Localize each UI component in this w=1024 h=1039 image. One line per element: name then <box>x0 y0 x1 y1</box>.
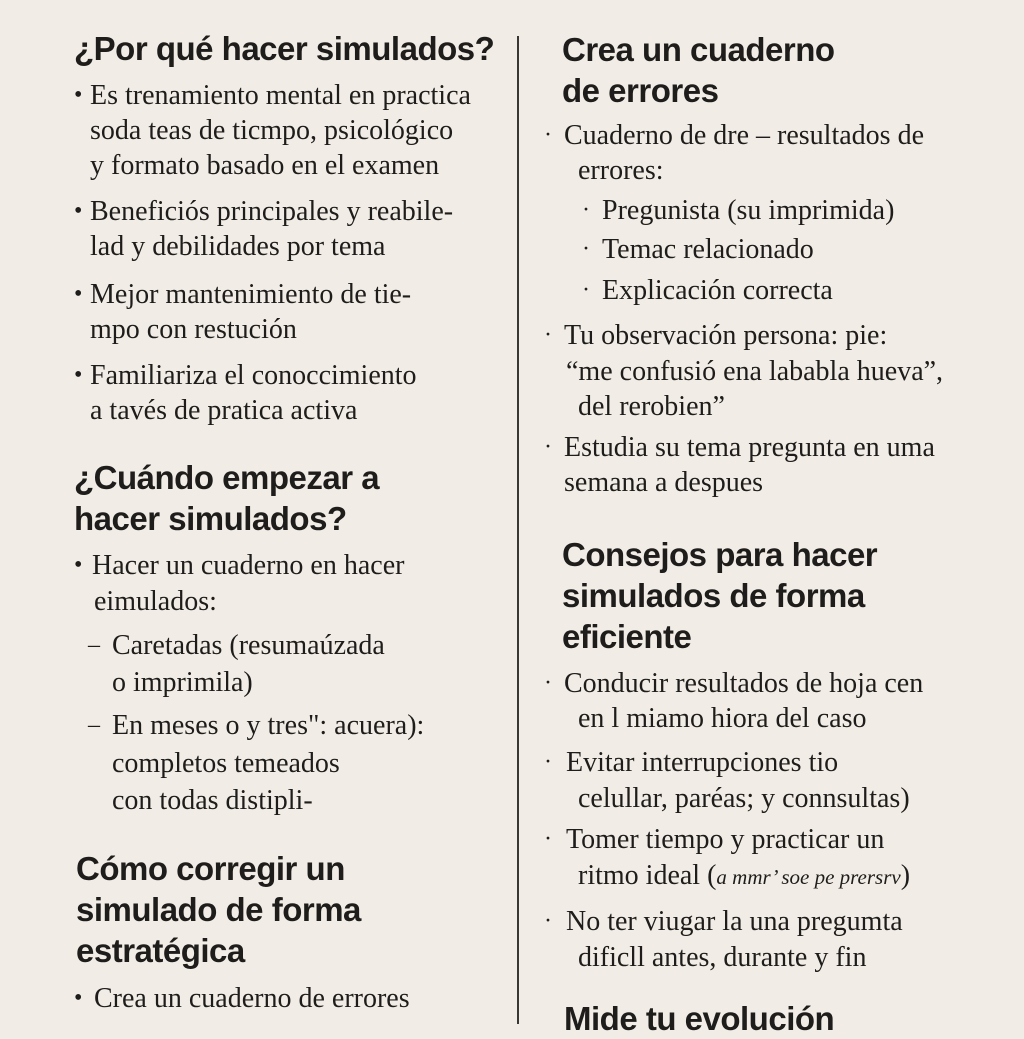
heading-how-correct: estratégica <box>76 932 245 969</box>
bullet-marker: · <box>544 826 552 852</box>
heading-when-start: hacer simulados? <box>74 500 347 537</box>
bullet-text: eimulados: <box>94 586 217 617</box>
bullet-text: lad y debilidades por tema <box>90 231 386 262</box>
bullet-marker: • <box>74 82 83 108</box>
sub-bullet-text: Explicación correcta <box>602 275 833 306</box>
bullet-text: Beneficiós principales y reabile- <box>90 196 454 227</box>
bullet-marker: · <box>544 670 552 696</box>
bullet-text: Es trenamiento mental en practica <box>90 80 471 111</box>
bullet-text: soda teas de ticmpo, psicológico <box>90 115 454 146</box>
heading-when-start: ¿Cuándo empezar a <box>74 459 380 496</box>
heading-why-simulations: ¿Por qué hacer simulados? <box>74 30 495 67</box>
bullet-text: Conducir resultados de hoja cen <box>564 668 924 699</box>
sub-bullet-marker: · <box>582 197 590 223</box>
garbled-small-text: a mmr’ soe pe prersrv <box>716 865 901 889</box>
bullet-text-part: ritmo ideal ( <box>578 860 717 891</box>
bullet-text: celullar, paréas; y connsultas) <box>578 783 910 814</box>
bullet-marker: · <box>544 122 552 148</box>
bullet-marker: • <box>74 198 83 224</box>
bullet-marker: · <box>544 322 552 348</box>
bullet-text: No ter viugar la una pregumta <box>566 906 903 937</box>
heading-efficient-tips: eficiente <box>562 618 692 655</box>
bullet-text: en l miamo hiora del caso <box>578 703 867 734</box>
sub-bullet-text: Pregunista (su imprimida) <box>602 195 895 226</box>
bullet-text: a tavés de pratica activa <box>90 395 358 426</box>
dash-text: o imprimila) <box>112 667 253 698</box>
bullet-marker: · <box>544 434 552 460</box>
bullet-text <box>578 858 910 895</box>
sub-bullet-marker: · <box>582 277 590 303</box>
column-divider <box>517 36 519 1024</box>
bullet-marker: • <box>74 985 83 1011</box>
bullet-text: Estudia su tema pregunta en uma <box>564 432 935 463</box>
dash-text: completos temeados <box>112 748 340 779</box>
heading-how-correct: Cómo corregir un <box>76 850 345 887</box>
heading-error-notebook: de errores <box>562 72 719 109</box>
dash-text: En meses o y tres": acuera): <box>112 710 425 741</box>
bullet-text: Crea un cuaderno de errores <box>94 983 410 1014</box>
bullet-text: y formato basado en el examen <box>90 150 440 181</box>
bullet-text-part: ) <box>900 860 911 891</box>
bullet-text: Tomer tiempo y practicar un <box>566 824 885 855</box>
heading-efficient-tips: simulados de forma <box>562 577 865 614</box>
bullet-text: mpo con restución <box>90 314 297 345</box>
sub-bullet-text: Temac relacionado <box>602 234 814 265</box>
bullet-text: del rerobien” <box>578 391 725 422</box>
dash-text: Caretadas (resumaúzada <box>112 630 385 661</box>
bullet-marker: • <box>74 281 83 307</box>
dash-text: con todas distipli- <box>112 785 313 816</box>
dash-marker: – <box>88 712 100 738</box>
bullet-text: “me confusió ena lababla hueva”, <box>566 356 944 387</box>
dash-marker: – <box>88 632 100 658</box>
heading-error-notebook: Crea un cuaderno <box>562 31 835 68</box>
bullet-text: Evitar interrupciones tio <box>566 747 839 778</box>
heading-measure-evolution: Mide tu evolución <box>564 1000 835 1037</box>
bullet-text: Mejor mantenimiento de tie- <box>90 279 412 310</box>
heading-efficient-tips: Consejos para hacer <box>562 536 878 573</box>
bullet-marker: · <box>544 749 552 775</box>
bullet-marker: • <box>74 552 83 578</box>
bullet-text: dificll antes, durante y fin <box>578 942 867 973</box>
bullet-text: semana a despues <box>564 467 764 498</box>
bullet-text: errores: <box>578 155 664 186</box>
sub-bullet-marker: · <box>582 236 590 262</box>
bullet-text: Hacer un cuaderno en hacer <box>92 550 405 581</box>
bullet-text: Tu observación persona: pie: <box>564 320 888 351</box>
bullet-text: Familiariza el conoccimiento <box>90 360 417 391</box>
bullet-marker: • <box>74 362 83 388</box>
heading-how-correct: simulado de forma <box>76 891 361 928</box>
bullet-marker: · <box>544 908 552 934</box>
bullet-text: Cuaderno de dre – resultados de <box>564 120 924 151</box>
